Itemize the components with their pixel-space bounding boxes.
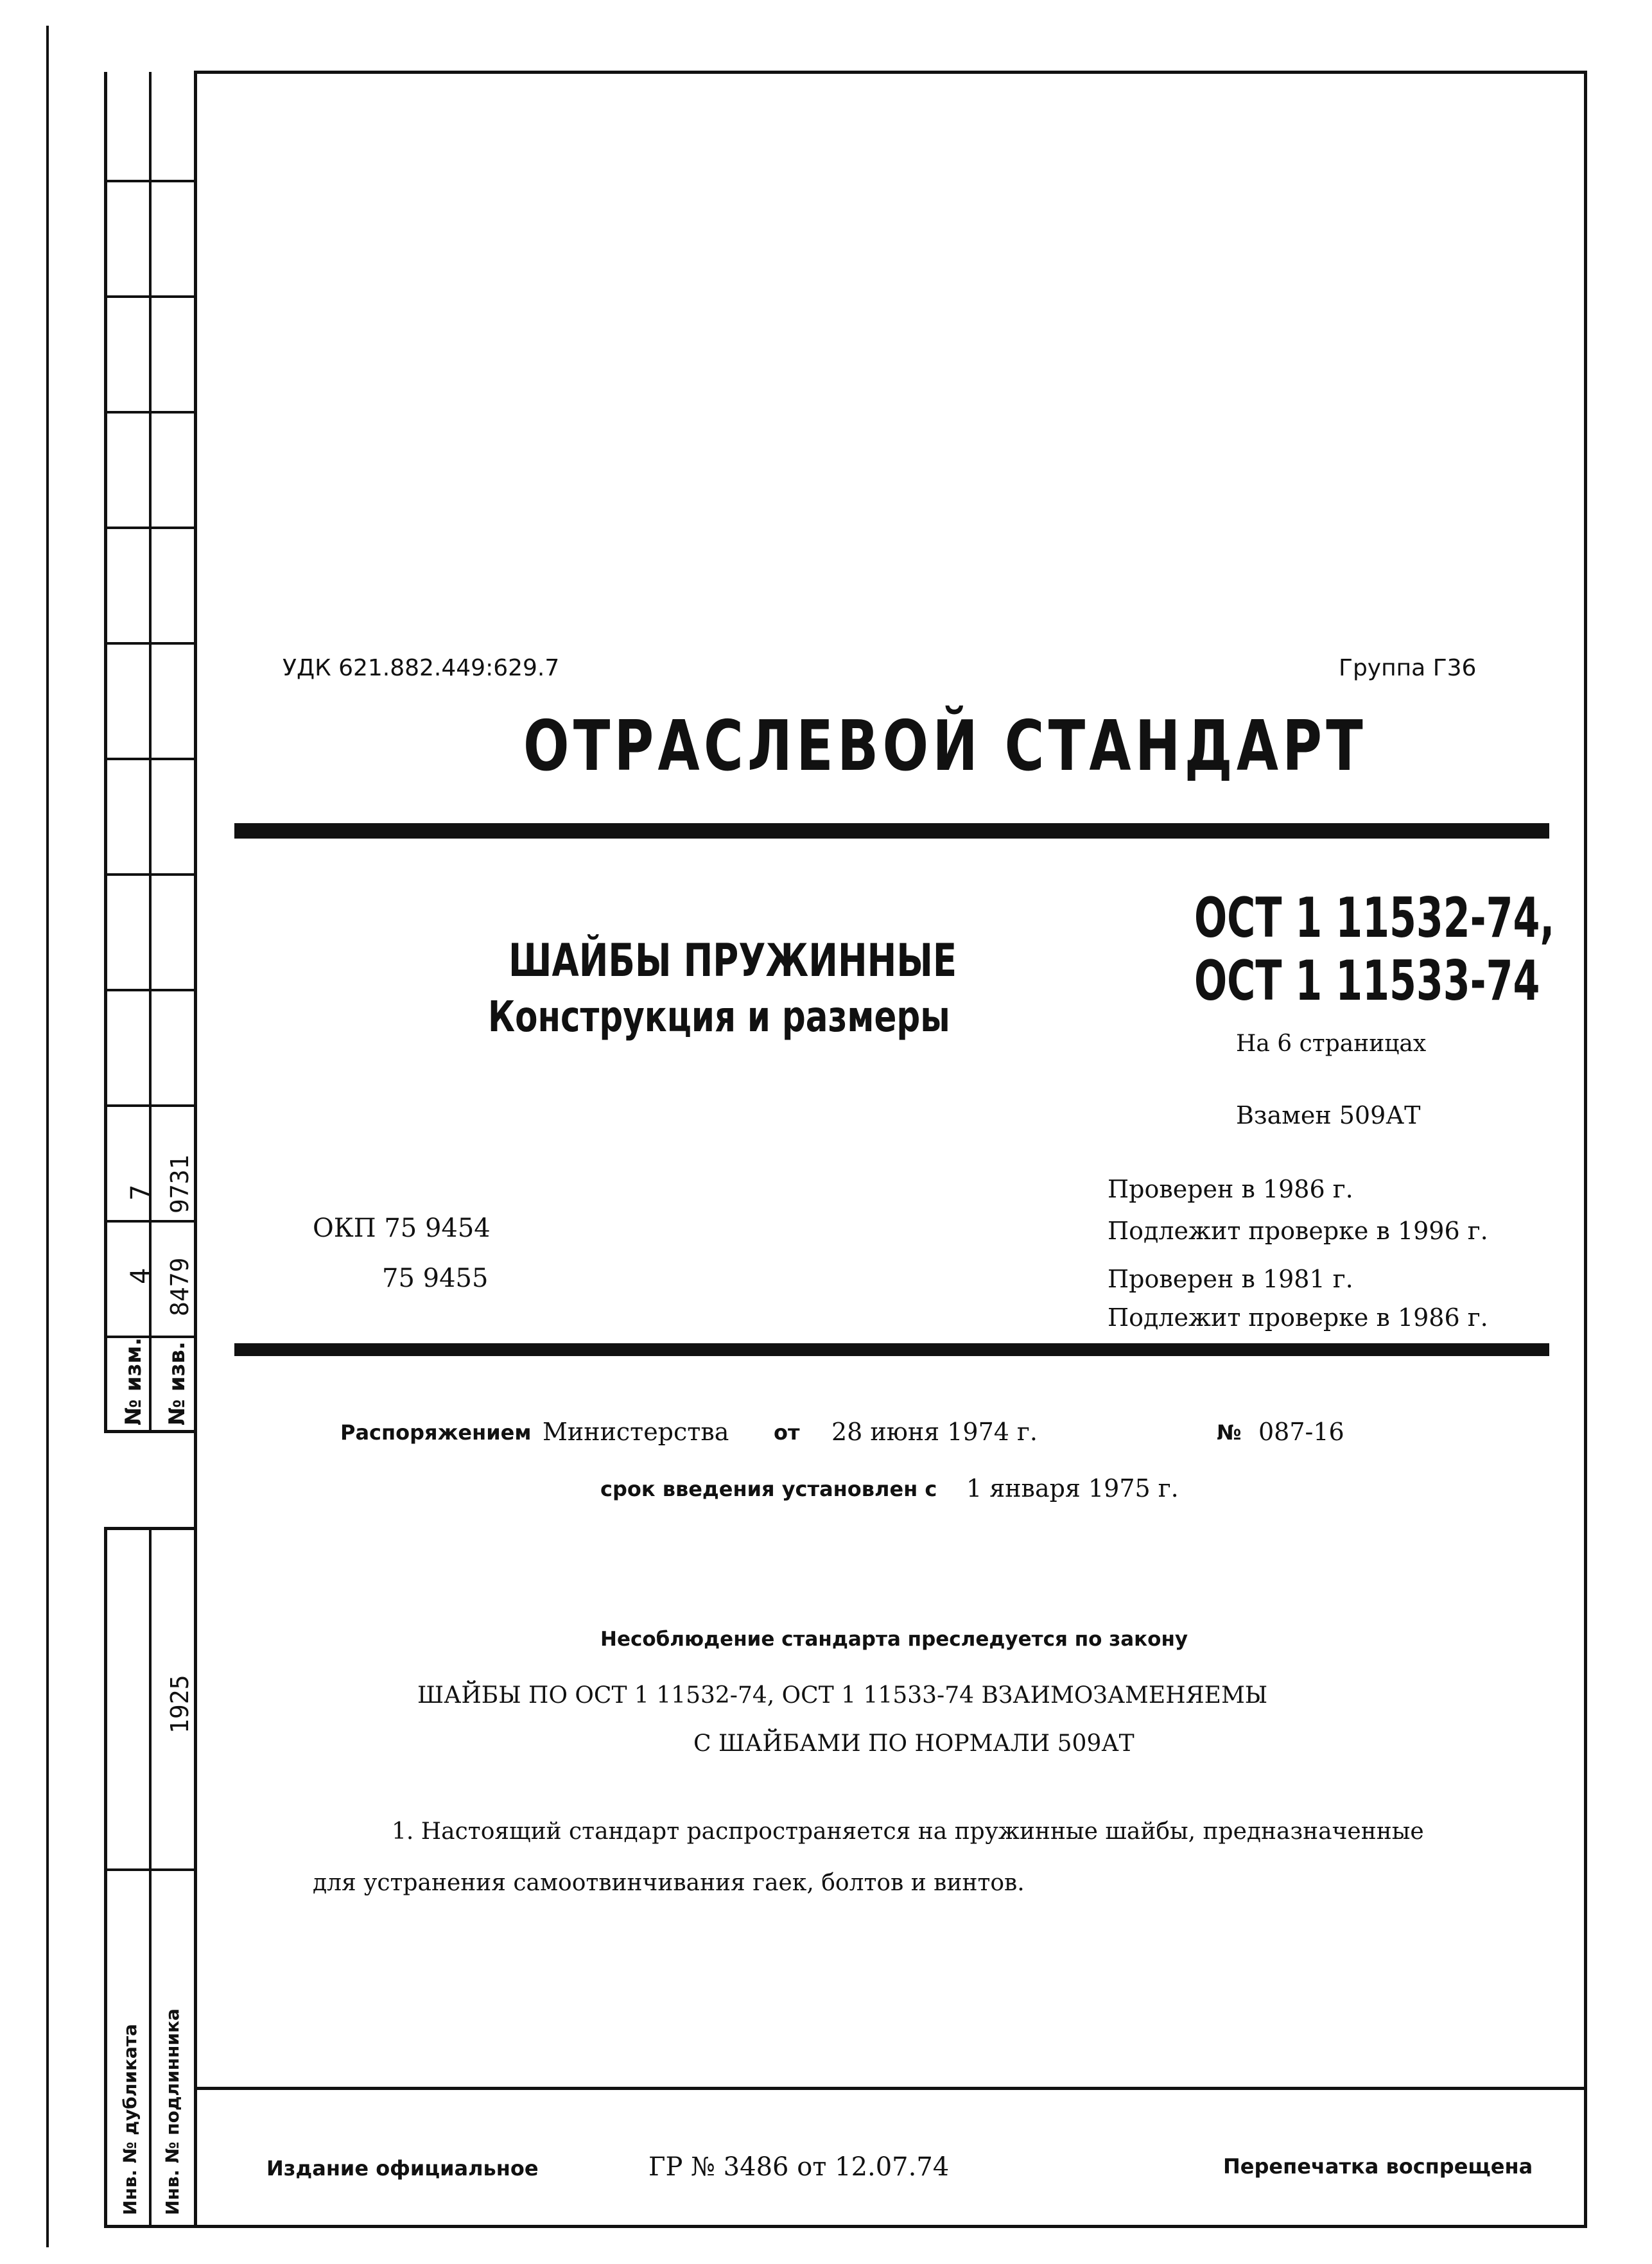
podl-label: Инв. № подлинника (162, 2008, 183, 2215)
paragraph-1-line-2: для устранения самоотвинчивания гаек, болтов и винтов. (313, 1870, 1025, 1896)
inventory-block-left (104, 1527, 107, 2228)
izv-label: № изв. (164, 1341, 190, 1425)
revision-block (104, 72, 194, 1433)
footer-rule (194, 2087, 1587, 2090)
standard-number-1: ОСТ 1 11532-74, (1194, 886, 1555, 950)
revision-row-line (104, 1104, 194, 1107)
law-notice: Несоблюдение стандарта преследуется по закону (600, 1628, 1188, 1651)
revision-row-line (104, 180, 194, 182)
edition-notice: Издание официальное (266, 2156, 539, 2181)
to-check-1: Подлежит проверке в 1996 г. (1108, 1217, 1488, 1245)
page-title: ОТРАСЛЕВОЙ СТАНДАРТ (523, 706, 1367, 787)
dubl-label: Инв. № дубликата (119, 2024, 141, 2215)
order-label: Распоряжением (340, 1420, 532, 1445)
order-number: 087-16 (1258, 1418, 1344, 1446)
okp-code-2: 75 9455 (382, 1264, 489, 1293)
group-code: Группа Г36 (1339, 655, 1477, 681)
inventory-value: 1925 (166, 1675, 194, 1734)
product-subtitle: Конструкция и размеры (488, 992, 950, 1041)
to-check-2: Подлежит проверке в 1986 г. (1108, 1303, 1488, 1332)
header-rule (234, 823, 1549, 839)
revision-row-line (104, 1336, 194, 1338)
izm-value: 4 (126, 1267, 155, 1284)
udk-code: УДК 621.882.449:629.7 (283, 655, 560, 681)
revision-row-line (104, 989, 194, 991)
gr-registration: ГР № 3486 от 12.07.74 (648, 2152, 950, 2182)
revision-row-line (104, 527, 194, 529)
checked-2: Проверен в 1981 г. (1108, 1265, 1353, 1293)
page-frame (194, 71, 1587, 2228)
outer-margin-line (46, 26, 49, 2247)
product-name: ШАЙБЫ ПРУЖИННЫЕ (509, 934, 957, 987)
intro-label: срок введения установлен с (600, 1477, 937, 1501)
interchange-line-2: С ШАЙБАМИ ПО НОРМАЛИ 509АТ (693, 1730, 1135, 1757)
izv-value: 9731 (166, 1154, 194, 1214)
paragraph-1-line-1: 1. Настоящий стандарт распространяется на пружинные шайбы, предназначенные (392, 1818, 1424, 1845)
order-from: от (774, 1420, 800, 1445)
okp-code-1: ОКП 75 9454 (313, 1214, 491, 1243)
inventory-block-bottom (104, 2225, 194, 2228)
revision-row-line (104, 1220, 194, 1223)
revision-row-line (104, 758, 194, 760)
product-rule (234, 1343, 1549, 1356)
revision-row-line (104, 873, 194, 876)
izm-value: 7 (126, 1184, 155, 1201)
intro-date: 1 января 1975 г. (966, 1474, 1179, 1502)
checked-1: Проверен в 1986 г. (1108, 1175, 1353, 1203)
revision-row-line (104, 411, 194, 414)
replaces: Взамен 509АТ (1236, 1101, 1421, 1129)
revision-row-line (104, 295, 194, 298)
order-number-sign: № (1217, 1420, 1242, 1445)
standard-number-2: ОСТ 1 11533-74 (1194, 949, 1540, 1013)
reprint-notice: Перепечатка воспрещена (1223, 2154, 1533, 2179)
inventory-block-mid (149, 1527, 152, 2228)
izv-value: 8479 (166, 1257, 194, 1316)
revision-row-line (104, 642, 194, 645)
inventory-row-line (104, 1868, 194, 1871)
order-date: 28 июня 1974 г. (831, 1418, 1038, 1446)
interchange-line-1: ШАЙБЫ ПО ОСТ 1 11532-74, ОСТ 1 11533-74 ВЗАИМОЗАМЕНЯЕМЫ (417, 1682, 1268, 1709)
page-count: На 6 страницах (1236, 1031, 1427, 1057)
izm-label: № изм. (121, 1337, 146, 1425)
order-by: Министерства (543, 1418, 729, 1446)
